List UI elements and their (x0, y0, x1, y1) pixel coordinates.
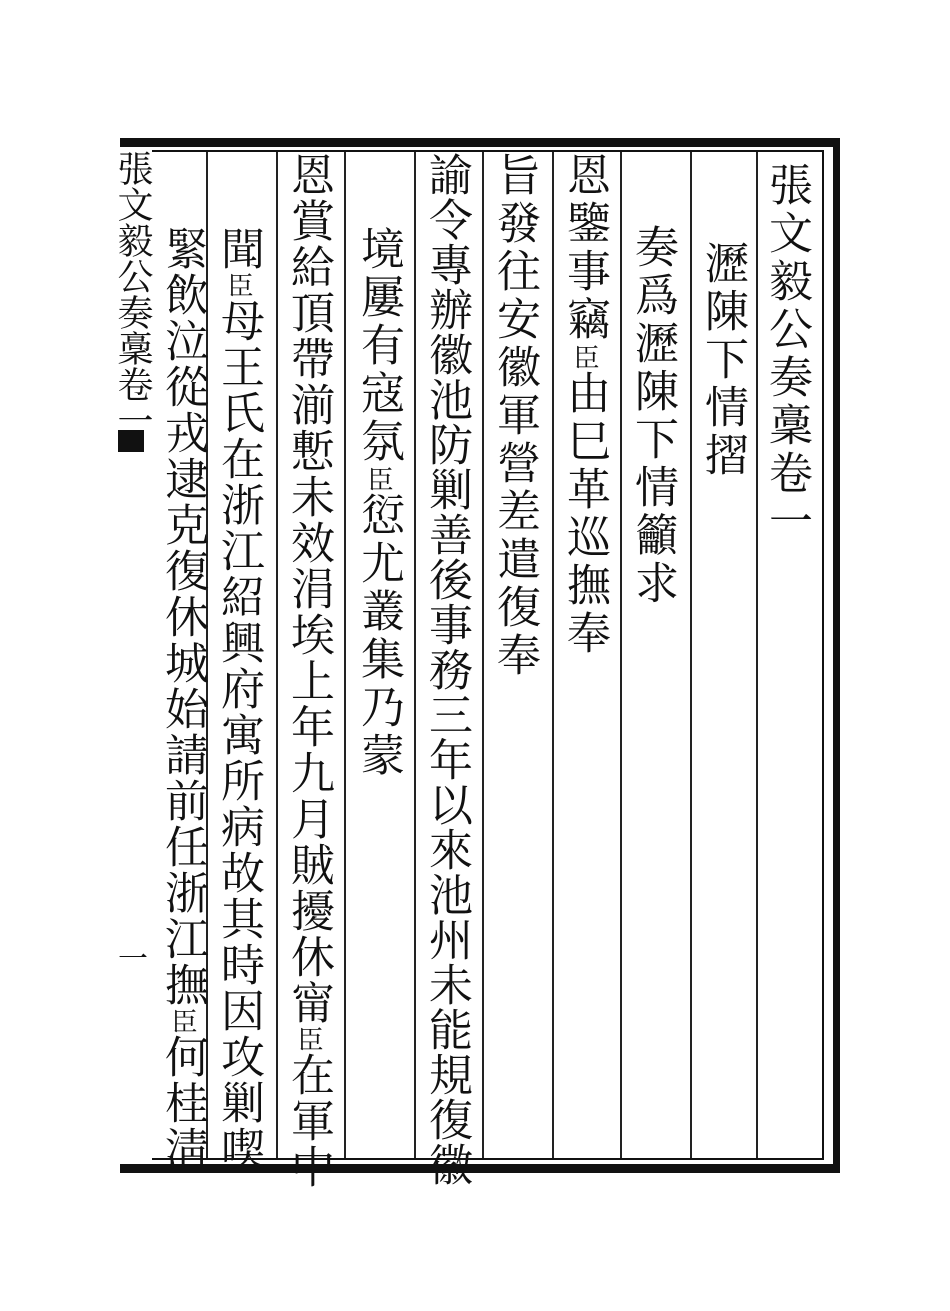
column-text-pre: 恩賞給頂帶湔慙未效涓埃上年九月賊擾休甯 (283, 152, 334, 1026)
column-text: 旨發往安徽軍營差遣復奉 (489, 152, 540, 680)
text-column-8 (283, 152, 334, 1190)
column-text-pre: 聞 (213, 226, 264, 272)
column-text: 瀝陳下情摺 (697, 240, 748, 480)
margin-title: 張文毅公奏稾 (112, 150, 153, 366)
column-divider (690, 152, 692, 1158)
text-column-3 (627, 224, 678, 608)
column-divider (620, 152, 622, 1158)
margin-column (112, 150, 153, 438)
column-text-small: 臣 (167, 1008, 197, 1034)
text-column-2 (697, 240, 748, 480)
column-divider (276, 152, 278, 1158)
column-text-small: 臣 (223, 272, 253, 298)
text-column-6 (421, 152, 472, 1187)
column-text-pre: 緊飲泣從戎逮克復休城始請前任浙江撫 (157, 226, 208, 1008)
column-text-post: 母王氏在浙江紹興府寓所病故其時因攻剿喫 (213, 298, 264, 1172)
column-text-post: 何桂淸 (157, 1034, 208, 1172)
margin-page-number: 一 (118, 942, 148, 977)
text-column-1 (761, 162, 812, 546)
column-divider (552, 152, 554, 1158)
column-divider (414, 152, 416, 1158)
column-text: 諭令專辦徽池防剿善後事務三年以來池州未能規復徽 (421, 152, 472, 1187)
column-text-small: 臣 (293, 1026, 323, 1052)
column-text-small: 臣 (363, 466, 393, 492)
text-column-4 (559, 152, 610, 658)
column-text-post: 在軍中 (283, 1052, 334, 1190)
column-divider (482, 152, 484, 1158)
text-column-9 (213, 226, 264, 1172)
margin-volume: 卷一 (112, 366, 153, 438)
column-text-pre: 恩鑒事竊 (559, 152, 610, 344)
column-text: 奏爲瀝陳下情籲求 (627, 224, 678, 608)
text-column-10 (157, 226, 208, 1172)
column-text-post: 愆尤叢集乃蒙 (353, 492, 404, 780)
column-divider (756, 152, 758, 1158)
column-text-small: 臣 (569, 344, 599, 370)
column-text-post: 由巳革巡撫奉 (559, 370, 610, 658)
column-divider (344, 152, 346, 1158)
text-column-5 (489, 152, 540, 680)
text-column-7 (353, 226, 404, 780)
column-text-pre: 境屢有寇氛 (353, 226, 404, 466)
column-text: 張文毅公奏稾卷一 (761, 162, 812, 546)
